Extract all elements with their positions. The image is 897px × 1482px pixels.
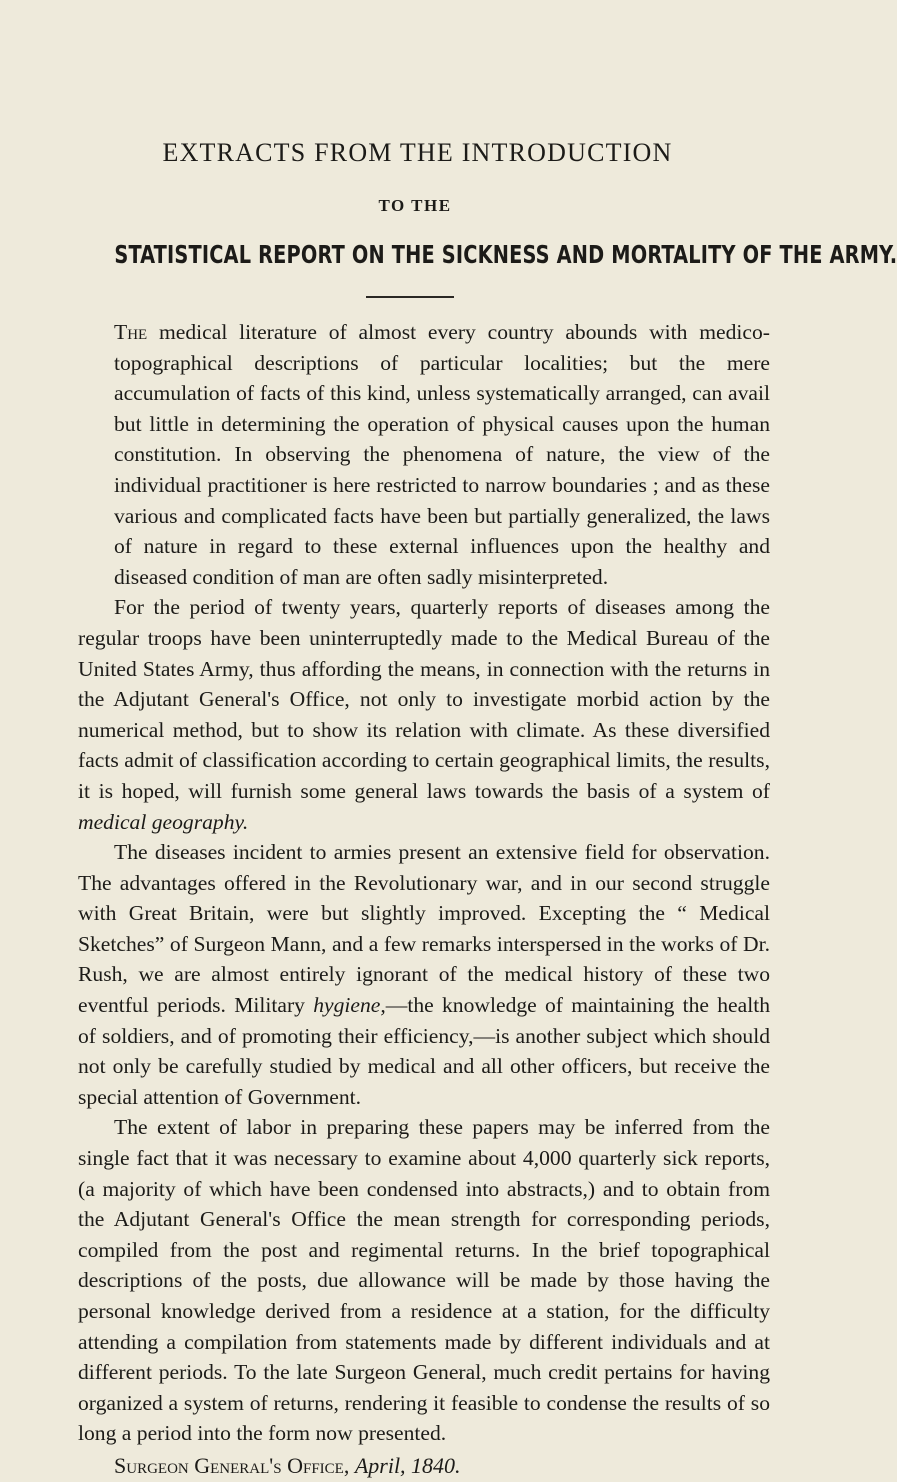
report-title: STATISTICAL REPORT ON THE SICKNESS AND MORTALITY OF THE ARMY. [114,240,897,269]
paragraph-3-text-b: —the knowledge of maintaining the health of soldiers, and of promoting their efficiency,—is another subject which should not only be carefully studied by medical and all other officers, but receive the special attention of Government. [78,993,770,1109]
signature-office: Surgeon General's Office, [114,1452,350,1478]
paragraph-2-emphasis: medical geography. [78,809,249,834]
title-divider [366,296,454,298]
page-subheading-to: TO THE [378,196,452,215]
signature-line [78,1451,770,1482]
paragraph-1-dropword: The [114,320,148,344]
paragraph-3 [78,837,770,1112]
paragraph-2-text: For the period of twenty years, quarterly reports of diseases among the regular troops have been uninterruptedly made to the Medical Bureau of the United States Army, thus affording the means, in connection with the returns in the Adjutant General's Office, not only to investigate morbid action by the numerical method, but to show its relation with climate. As these diversified facts admit of classification according to certain geographical limits, the results, it is hoped, will furnish some general laws towards the basis of a system of [78,595,770,803]
signature-date: April, 1840. [354,1452,461,1478]
body-text [78,317,770,1482]
paragraph-4-text: The extent of labor in preparing these papers may be inferred from the single fact that it was necessary to examine about 4,000 quarterly sick reports, (a majority of which have been condensed into abstracts,) and to obtain from the Adjutant General's Office the mean strength for corresponding periods, compiled from the post and regimental returns. In the brief topographical descriptions of the posts, due allowance will be made by those having the personal knowledge derived from a residence at a station, for the difficulty attending a compilation from statements made by different individuals and at different periods. To the late Surgeon General, much credit pertains for having organized a system of returns, rendering it feasible to condense the results of so long a period into the form now presented. [78,1115,770,1446]
paragraph-1 [78,317,770,592]
paragraph-1-text: medical literature of almost every country abounds with medico-topographical descriptions of particular localities; but the mere accumulation of facts of this kind, unless systematically arranged, can avail but little in determining the operation of physical causes upon the human constitution. In observing the phenomena of nature, the view of the individual practitioner is here restricted to narrow boundaries ; and as these various and complicated facts have been but partially generalized, the laws of nature in regard to these external influences upon the healthy and diseased condition of man are often sadly misinterpreted. [114,320,770,589]
paragraph-3-emphasis: hygiene, [313,993,386,1018]
paragraph-3-text-a: The diseases incident to armies present an extensive field for observation. The advantages offered in the Revolutionary war, and in our second struggle with Great Britain, were but slightly improved. Excepting the “ Medical Sketches” of Surgeon Mann, and a few remarks interspersed in the works of Dr. Rush, we are almost entirely ignorant of the medical history of these two eventful periods. Military [78,840,770,1018]
paragraph-2 [78,592,770,837]
page-heading: EXTRACTS FROM THE INTRODUCTION [162,138,673,167]
paragraph-4 [78,1112,770,1449]
